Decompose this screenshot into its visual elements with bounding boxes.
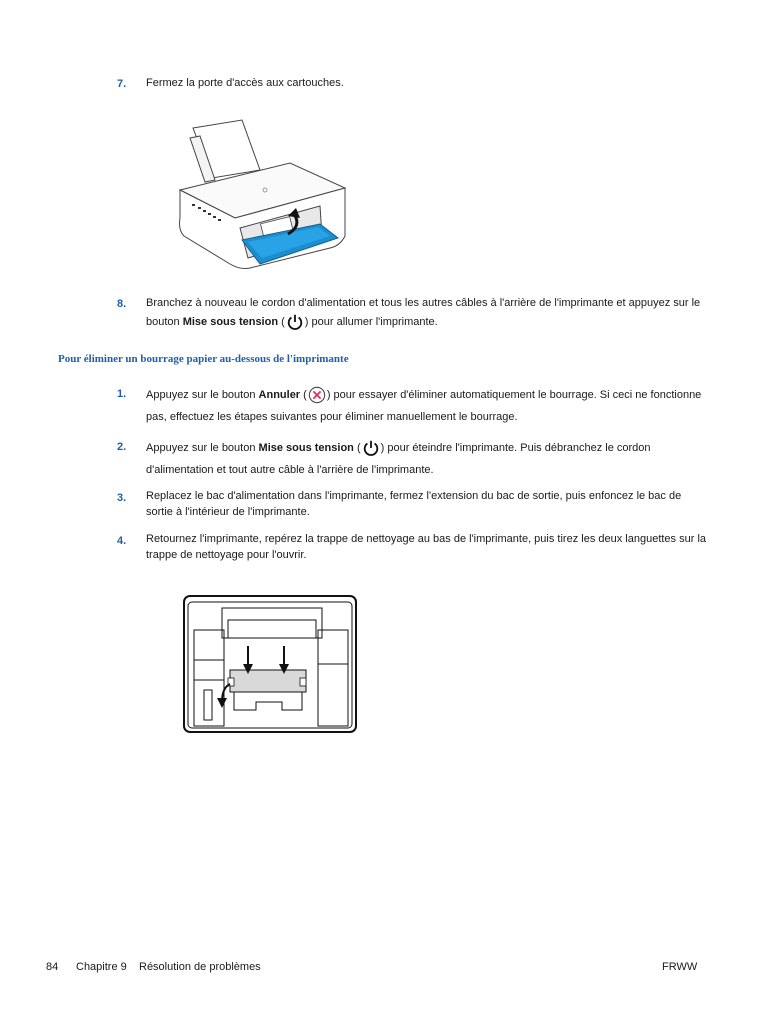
step-3-number: 3. <box>117 492 127 504</box>
step-7-number: 7. <box>117 78 127 90</box>
step-7-text: Fermez la porte d'accès aux cartouches. <box>146 77 344 89</box>
step-8-text: Branchez à nouveau le cordon d'alimentation et tous les autres câbles à l'arrière de l'imprimante et appuyez sur le bouton Mise sous tension ( ) pour allumer l'imprimante. <box>146 294 706 332</box>
printer-cartridge-door-illustration <box>170 118 350 270</box>
footer-page-number: 84 <box>46 961 59 973</box>
step-4-number: 4. <box>117 535 127 547</box>
footer-chapter-title: Résolution de problèmes <box>139 961 261 973</box>
step-8-number: 8. <box>117 298 127 310</box>
power-icon <box>362 439 380 457</box>
step-2-number: 2. <box>117 441 127 453</box>
step-2-text: Appuyez sur le bouton Mise sous tension ( ) pour éteindre l'imprimante. Puis débranchez le cordon d'alimentation et tout autre câble à l'arrière de l'imprimante. <box>146 437 706 481</box>
step-4-text: Retournez l'imprimante, repérez la trappe de nettoyage au bas de l'imprimante, puis tirez les deux languettes sur la trappe de nettoyage pour l'ouvrir. <box>146 533 707 561</box>
section-heading: Pour éliminer un bourrage papier au-dessous de l'imprimante <box>58 353 349 365</box>
step-1-text: Appuyez sur le bouton Annuler ( ) pour essayer d'éliminer automatiquement le bourrage. Si ceci ne fonctionne pas, effectuez les étapes suivantes pour éliminer manuellement le bourrage. <box>146 384 706 428</box>
cancel-icon <box>308 386 326 404</box>
footer-right: FRWW <box>662 961 698 973</box>
step-3-text: Replacez le bac d'alimentation dans l'imprimante, fermez l'extension du bac de sortie, puis enfoncez le bac de sortie à l'intérieur de l'imprimante. <box>146 490 682 518</box>
step-1-number: 1. <box>117 388 127 400</box>
power-icon <box>286 313 304 331</box>
printer-bottom-cleanout-illustration <box>182 594 358 734</box>
footer-chapter: Chapitre 9 <box>76 961 127 973</box>
